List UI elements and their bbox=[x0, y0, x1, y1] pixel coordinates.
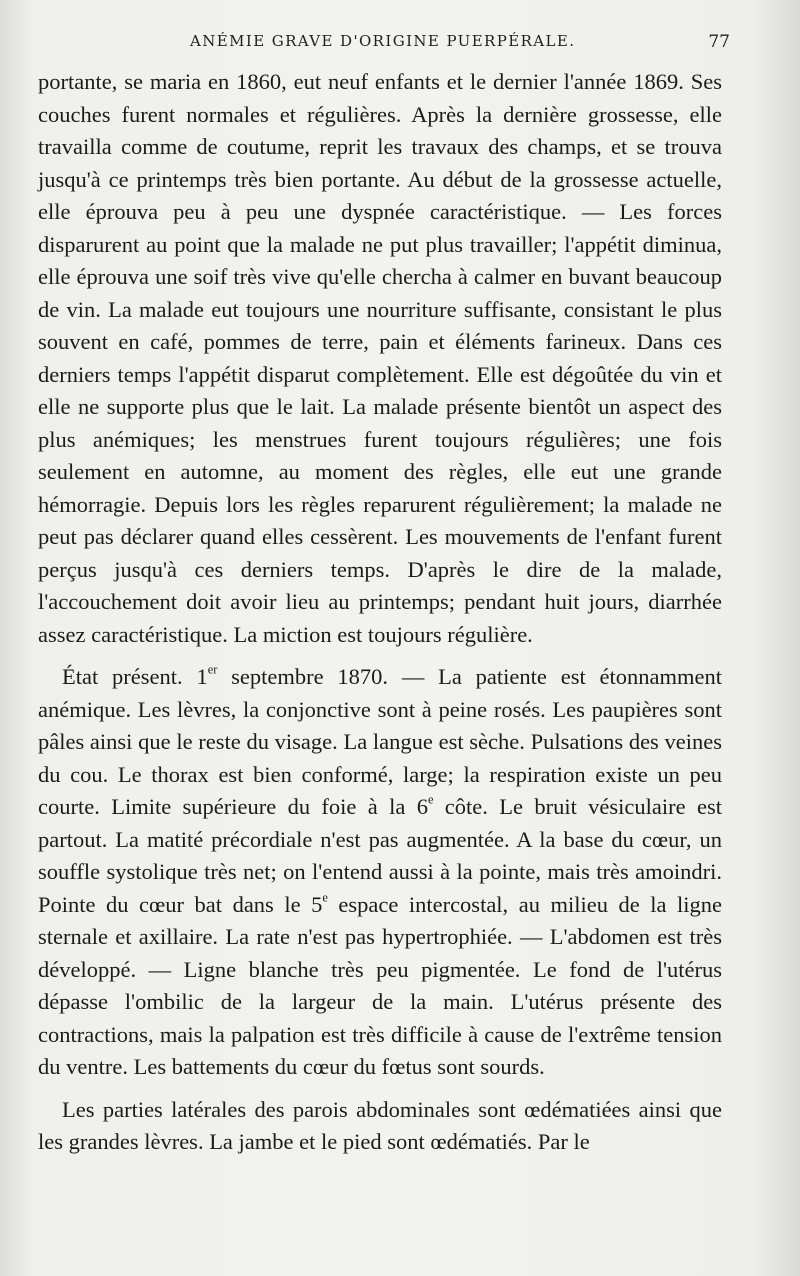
paragraph-edema: Les parties latérales des parois abdominales sont œdématiées ainsi que les grandes lèvres. La jambe et le pied sont œdématiés. Par le bbox=[38, 1096, 722, 1154]
present-state-text: septembre 1870. — La patiente est étonnamment anémique. Les lèvres, la conjonctive sont à peine rosés. Les paupières sont pâles ainsi que le reste du visage. La langue est sèche. Pulsations des veines du cou. Le thorax est bien conformé, large; la respiration existe un peu courte. Limite supérieure du foie à la 6 bbox=[38, 664, 722, 819]
paragraph-gap bbox=[38, 651, 722, 661]
ordinal-suffix: e bbox=[322, 889, 328, 904]
running-header bbox=[0, 32, 800, 58]
ordinal-suffix: er bbox=[207, 662, 218, 677]
body-text bbox=[38, 66, 722, 1159]
present-state-lead: État présent. 1 bbox=[62, 664, 208, 689]
page-number: 77 bbox=[708, 32, 730, 52]
paragraph-present-state bbox=[38, 661, 722, 1084]
present-state-text-2: côte. Le bruit vésiculaire est partout. La matité précordiale n'est pas augmentée. A la base du cœur, un souffle systolique très net; on l'entend aussi à la pointe, mais très amoindri. Pointe du cœur bat dans le 5 bbox=[38, 794, 722, 917]
paragraph-gap bbox=[38, 1084, 722, 1094]
present-state-text-3: espace intercostal, au milieu de la ligne sternale et axillaire. La rate n'est pas hypertrophiée. — L'abdomen est très développé. — Ligne blanche très peu pigmentée. Le fond de l'utérus dépasse l'ombilic de la largeur de la main. L'utérus présente des contractions, mais la palpation est très difficile à cause de l'extrême tension du ventre. Les battements du cœur du fœtus sont sourds. bbox=[38, 891, 722, 1079]
running-title: ANÉMIE GRAVE D'ORIGINE PUERPÉRALE. bbox=[190, 32, 576, 50]
ordinal-suffix: e bbox=[427, 792, 434, 807]
paragraph-history: portante, se maria en 1860, eut neuf enfants et le dernier l'année 1869. Ses couches furent normales et régulières. Après la dernière grossesse, elle travailla comme de coutume, reprit les travaux des champs, et se trouva jusqu'à ce printemps très bien portante. Au début de la grossesse actuelle, elle éprouva peu à peu une dyspnée caractéristique. — Les forces disparurent au point que la malade ne put plus travailler; l'appétit diminua, elle éprouva une soif très vive qu'elle chercha à calmer en buvant beaucoup de vin. La malade eut toujours une nourriture suffisante, consistant le plus souvent en café, pommes de terre, pain et éléments farineux. Dans ces derniers temps l'appétit disparut complètement. Elle est dégoûtée du vin et elle ne supporte plus que le lait. La malade présente bientôt un aspect des plus anémiques; les menstrues furent toujours régulières; une fois seulement en automne, au moment des règles, elle eut une grande hémorragie. Depuis lors les règles reparurent régulièrement; la malade ne peut pas déclarer quand elles cessèrent. Les mouvements de l'enfant furent perçus jusqu'à ces derniers temps. D'après le dire de la malade, l'accouchement doit avoir lieu au printemps; pendant huit jours, diarrhée assez caractéristique. La miction est toujours régulière. bbox=[38, 69, 722, 647]
